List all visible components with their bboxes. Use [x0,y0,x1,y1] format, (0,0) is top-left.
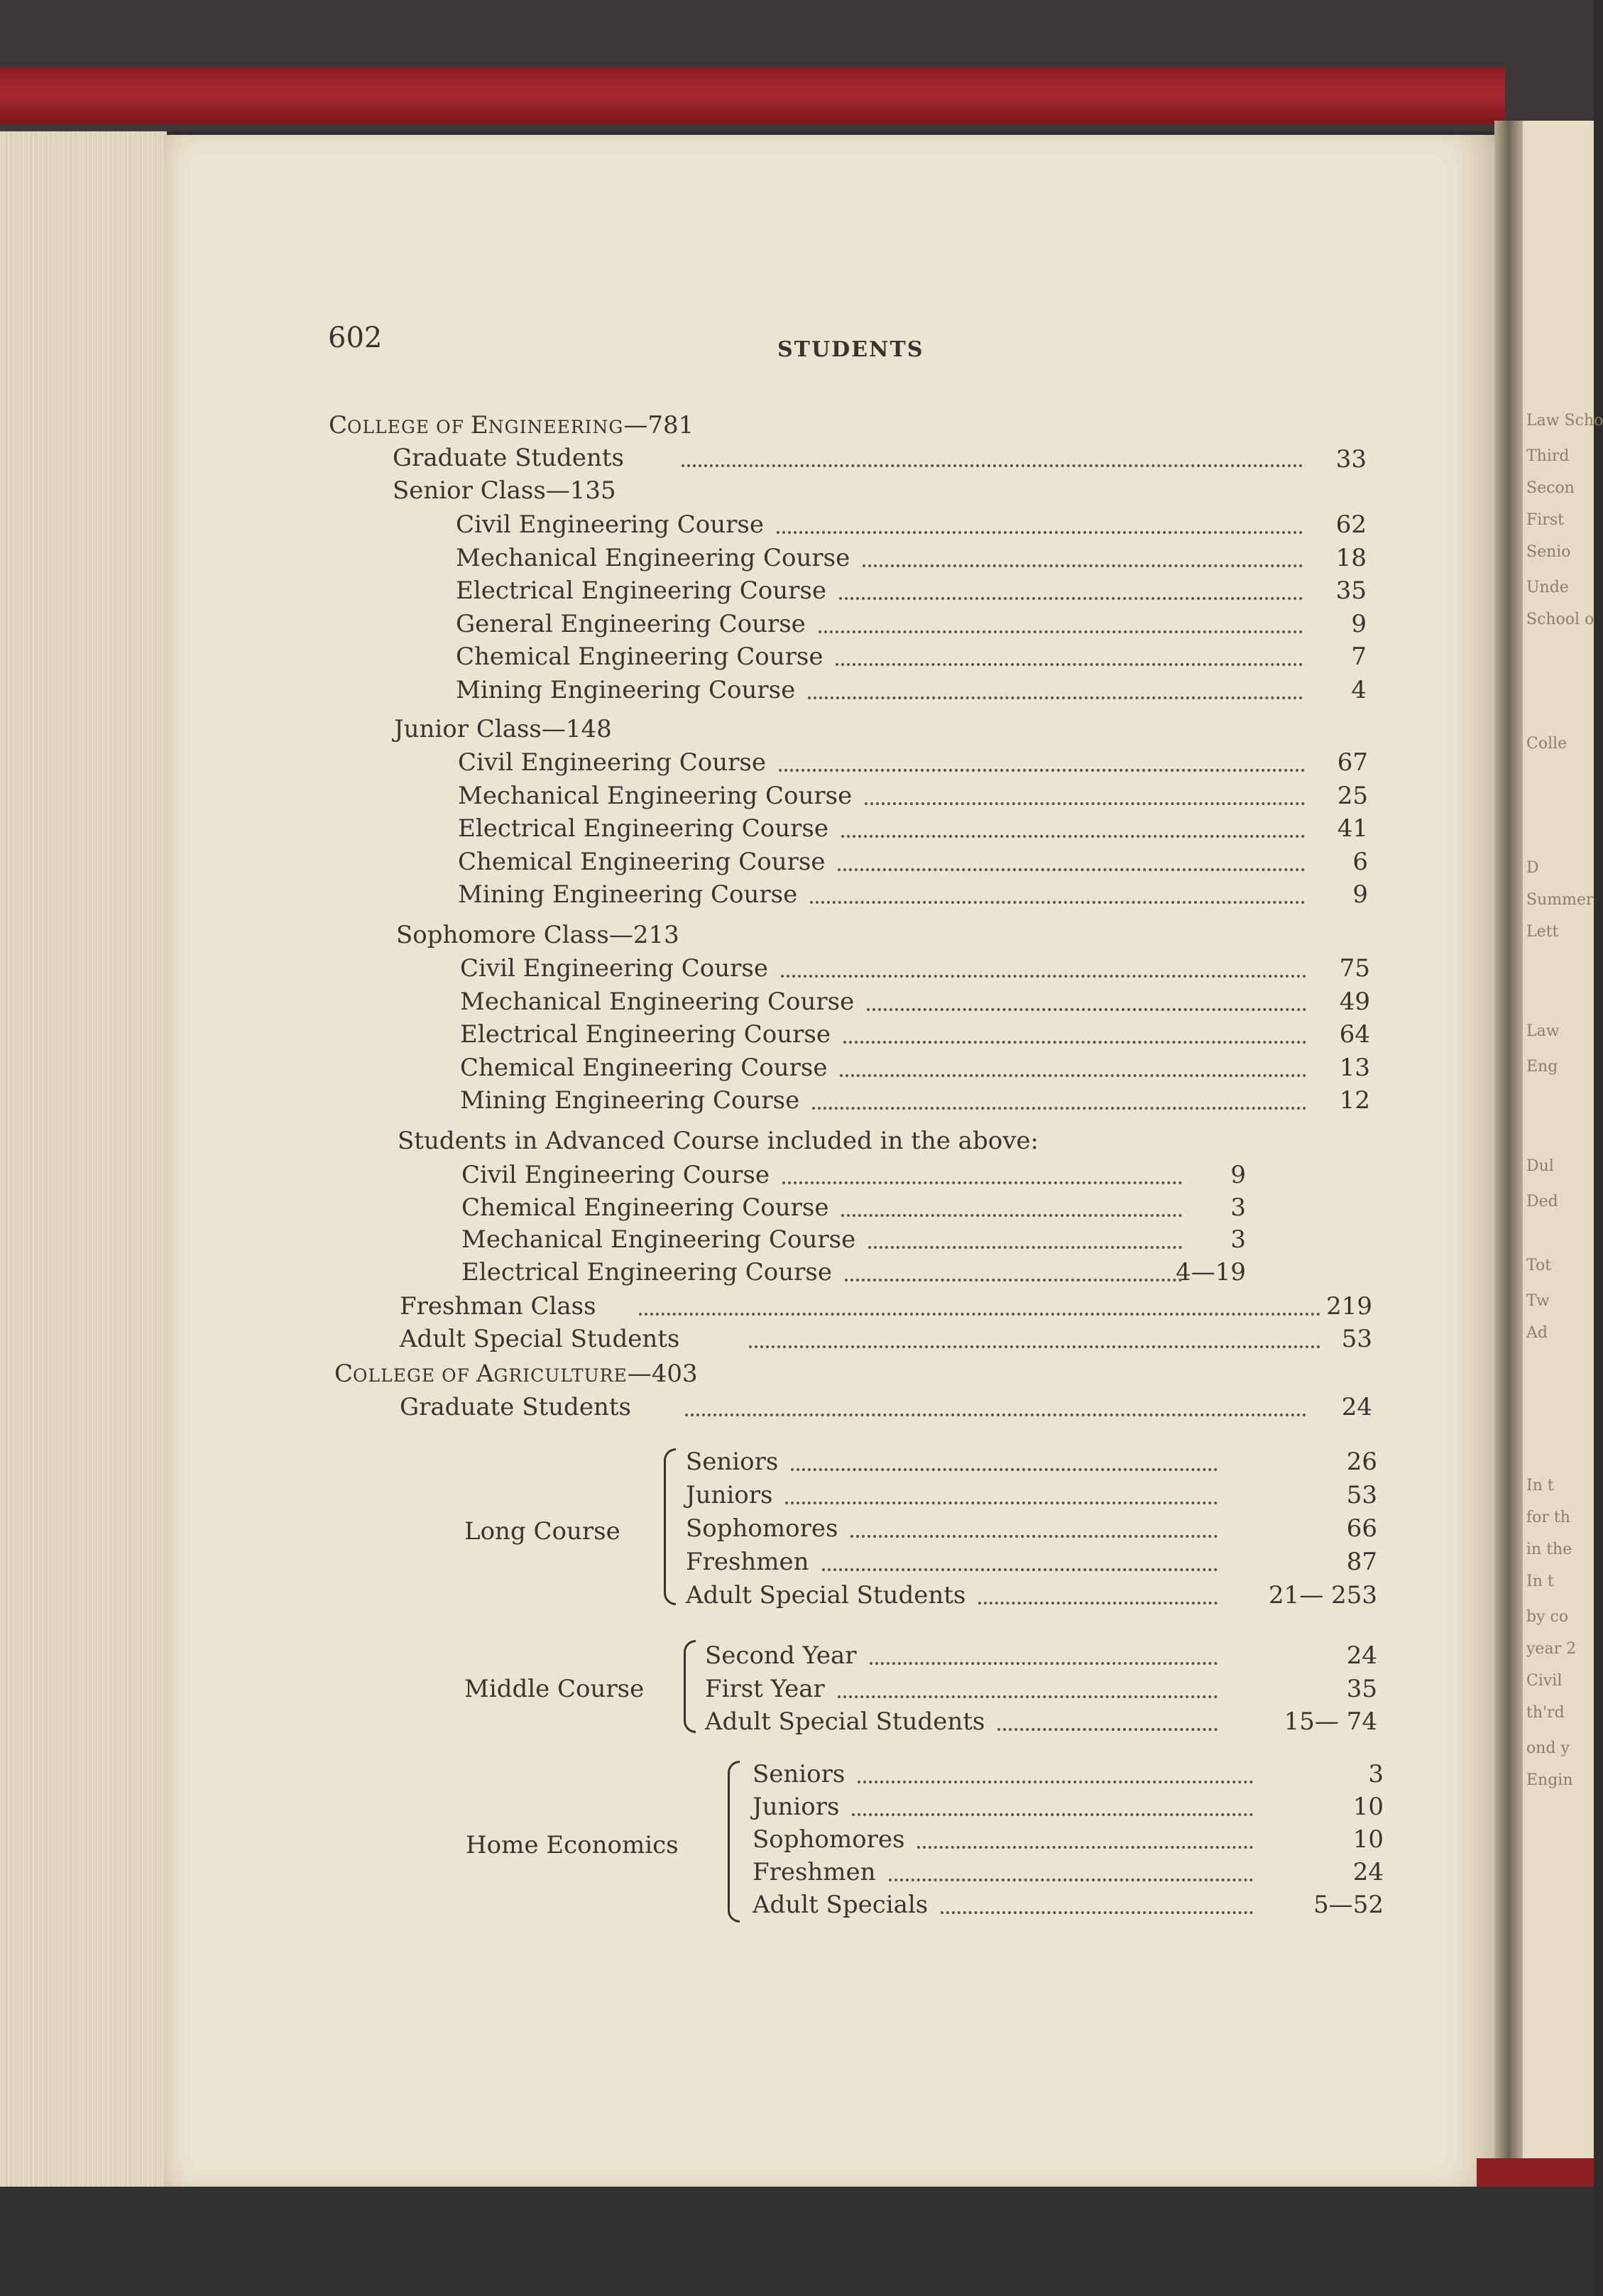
row-value: 25 [1337,781,1368,810]
row-label: Freshmen [753,1858,876,1886]
row-value: 219 [1326,1292,1372,1321]
facing-page-fragment: Law Scho [1526,412,1603,430]
row-value: 15— 74 [1284,1707,1377,1736]
book-cover-top-edge [0,67,1505,124]
row-value: 5—52 [1313,1891,1384,1919]
leader-dots [779,769,1305,772]
row-value: 9 [1351,609,1367,638]
leader-dots [841,1214,1182,1217]
facing-page-fragment: ond y [1526,1739,1570,1757]
facing-page-fragment: In t [1526,1477,1554,1494]
row-value: 64 [1339,1020,1370,1049]
facing-page-fragment: Secon [1526,479,1575,497]
row-label: Sophomores [753,1825,905,1854]
leader-dots [889,1879,1253,1881]
leader-dots [822,1568,1218,1571]
group-label-home-economics: Home Economics [466,1831,679,1859]
leader-dots [941,1911,1253,1914]
leader-dots [841,835,1305,838]
row-value: 49 [1339,987,1370,1016]
facing-page-fragment: Dul [1526,1157,1554,1175]
class-heading: Senior Class—135 [393,476,616,505]
row-label: Chemical Engineering Course [461,1193,829,1222]
leader-dots [639,1313,1320,1316]
row-value: 24 [1346,1641,1377,1670]
leader-dots [838,1695,1218,1698]
facing-page-fragment: First [1526,511,1564,529]
brace [728,1761,740,1923]
row-label: Electrical Engineering Course [456,576,826,605]
scanner-background-bottom [0,2187,1594,2296]
row-value: 7 [1351,643,1367,671]
leader-dots [781,975,1306,978]
leader-dots [850,1535,1218,1538]
row-label: Mechanical Engineering Course [458,781,853,810]
row-label: Adult Special Students [400,1325,680,1353]
facing-page-fragment: Tw [1526,1292,1550,1310]
facing-page-fragment: th'rd [1526,1704,1565,1722]
facing-page-fragment: Unde [1526,579,1569,596]
row-value: 21— 253 [1269,1581,1377,1609]
leader-dots [863,564,1303,567]
leader-dots [785,1502,1218,1504]
facing-page-fragment: by co [1526,1608,1569,1626]
row-value: 66 [1346,1514,1377,1543]
leader-dots [836,663,1303,666]
row-value: 75 [1339,954,1370,983]
group-label-middle-course: Middle Course [464,1675,645,1703]
row-label: Civil Engineering Course [458,748,766,777]
leader-dots [682,464,1303,467]
brace [684,1640,696,1733]
row-label: Civil Engineering Course [460,954,768,983]
row-label: Mining Engineering Course [456,675,796,704]
leader-dots [819,630,1303,633]
leader-dots [838,868,1305,871]
leader-dots [978,1602,1218,1605]
row-label: Seniors [686,1448,779,1476]
leader-dots [812,1107,1306,1110]
row-value: 9 [1352,880,1368,909]
row-label: First Year [705,1674,825,1703]
facing-page-fragment: Engin [1526,1771,1573,1789]
row-label: General Engineering Course [456,609,806,638]
facing-page-fragment: D [1526,859,1539,877]
facing-page-fragment: in the [1526,1541,1572,1558]
row-label: Civil Engineering Course [456,510,764,539]
row-value: 67 [1337,748,1368,777]
leader-dots [845,1279,1182,1281]
row-value: 10 [1352,1825,1384,1854]
class-heading: Junior Class—148 [394,715,612,743]
running-head: STUDENTS [777,337,924,362]
row-label: Mechanical Engineering Course [460,987,855,1016]
row-value: 9 [1230,1161,1246,1189]
row-value: 3 [1368,1760,1384,1788]
leader-dots [777,531,1303,534]
facing-page-fragment: Senio [1526,543,1571,561]
section-title-agriculture: COLLEGE OF AGRICULTURE—403 [334,1360,698,1388]
leader-dots [870,1662,1218,1665]
stacked-page-edges [0,131,167,2187]
row-value: 35 [1335,576,1367,605]
leader-dots [749,1345,1320,1348]
class-heading: Sophomore Class—213 [396,921,679,949]
row-label: Mining Engineering Course [460,1086,800,1115]
row-value: 3 [1230,1225,1246,1254]
row-label: Adult Specials [753,1891,929,1919]
row-label: Freshmen [686,1548,809,1576]
row-label: Electrical Engineering Course [460,1020,831,1049]
row-label: Chemical Engineering Course [456,643,824,671]
brace [664,1448,676,1605]
leader-dots [852,1813,1253,1816]
row-value: 24 [1341,1393,1372,1421]
row-value: 87 [1346,1548,1377,1576]
row-value: 62 [1335,510,1367,539]
facing-page-fragment: Colle [1526,735,1568,753]
row-value: 4 [1351,675,1367,704]
row-label: Juniors [686,1481,773,1509]
row-value: 6 [1352,847,1368,876]
leader-dots [865,802,1305,805]
row-label: Freshman Class [400,1292,596,1321]
row-value: 10 [1352,1793,1384,1821]
facing-page-fragment: School o [1526,611,1594,628]
row-label: Second Year [705,1641,857,1670]
leader-dots [868,1246,1182,1249]
facing-page-fragment: year 2 [1526,1640,1577,1658]
row-value: 3 [1230,1193,1246,1222]
row-label: Graduate Students [400,1393,631,1421]
row-value: 18 [1335,543,1367,572]
facing-page-fragment: Tot [1526,1257,1552,1274]
row-value: 12 [1339,1086,1370,1115]
leader-dots [782,1181,1182,1184]
row-label: Mechanical Engineering Course [456,543,850,572]
facing-page-fragment: Ded [1526,1193,1558,1210]
leader-dots [997,1728,1218,1731]
row-label: Mechanical Engineering Course [461,1225,856,1254]
row-label: Adult Special Students [686,1581,966,1609]
row-value: 26 [1346,1448,1377,1476]
facing-page-fragment: Civil [1526,1672,1563,1690]
facing-page-fragment: Summer [1526,891,1594,909]
facing-page-fragment: Lett [1526,923,1559,941]
section-title-engineering: COLLEGE OF ENGINEERING—781 [329,411,694,439]
book-gutter [1494,121,1523,2187]
leader-dots [685,1414,1306,1416]
leader-dots [843,1041,1306,1044]
row-value: 13 [1339,1053,1370,1082]
row-value: 33 [1335,445,1367,474]
facing-page-fragment: In t [1526,1573,1554,1590]
page-number: 602 [328,322,383,354]
leader-dots [839,597,1303,600]
row-value: 41 [1337,814,1368,843]
row-label: Graduate Students [393,444,624,472]
leader-dots [810,901,1305,904]
row-label: Juniors [753,1793,840,1821]
row-value: 4—19 [1176,1257,1246,1286]
row-label: Chemical Engineering Course [460,1053,828,1082]
row-value: 53 [1341,1325,1372,1353]
row-label: Mining Engineering Course [458,880,798,909]
leader-dots [858,1781,1253,1783]
row-value: 35 [1346,1674,1377,1703]
row-label: Electrical Engineering Course [458,814,828,843]
facing-page-fragment: Third [1526,447,1570,465]
row-label: Civil Engineering Course [461,1161,770,1189]
row-label: Chemical Engineering Course [458,847,826,876]
facing-page-fragment: Law [1526,1022,1560,1040]
leader-dots [808,696,1303,699]
row-label: Seniors [753,1760,846,1788]
leader-dots [840,1074,1306,1077]
row-label: Sophomores [686,1514,838,1543]
facing-page-fragment: Ad [1526,1324,1548,1342]
group-label-long-course: Long Course [464,1517,620,1546]
row-label: Adult Special Students [705,1707,985,1736]
row-value: 53 [1346,1481,1377,1509]
facing-page-fragment: for th [1526,1509,1570,1526]
facing-page-fragment: Eng [1526,1058,1558,1076]
leader-dots [791,1468,1218,1471]
row-label: Electrical Engineering Course [461,1257,832,1286]
row-value: 24 [1352,1858,1384,1886]
facing-page [1523,121,1594,2187]
class-heading: Students in Advanced Course included in the above: [398,1127,1039,1155]
leader-dots [867,1008,1306,1011]
leader-dots [917,1846,1253,1849]
